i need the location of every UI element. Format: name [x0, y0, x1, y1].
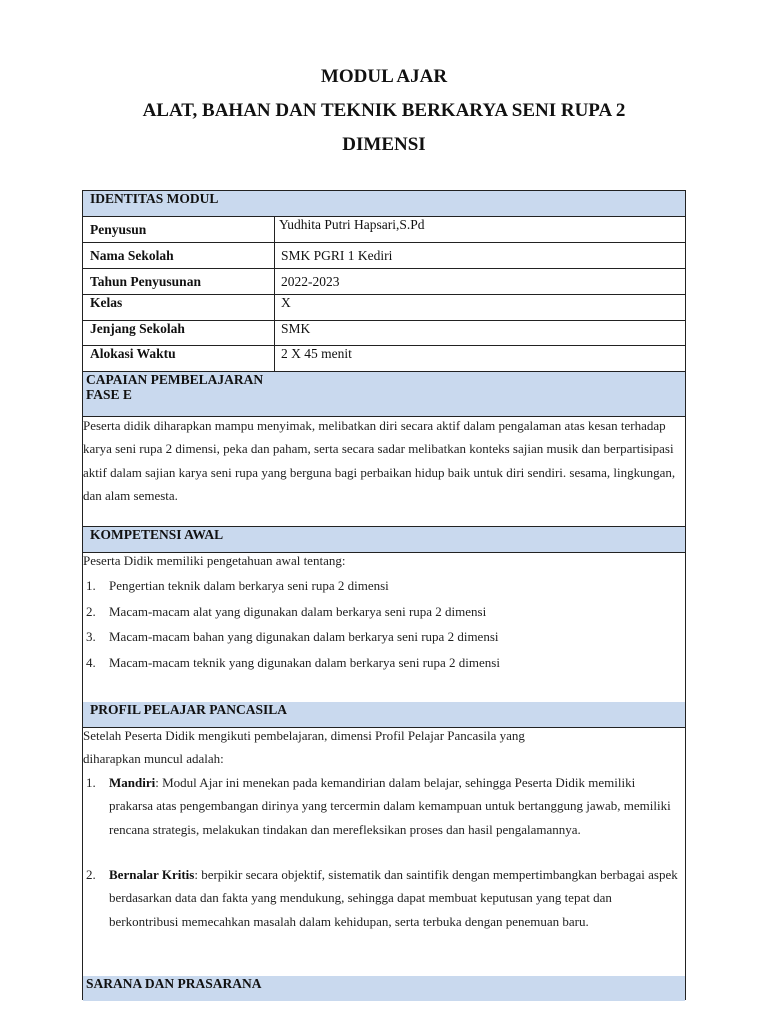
identitas-label: Penyusun	[90, 222, 147, 237]
list-number: 2.	[86, 604, 96, 619]
sarana-header-label: SARANA DAN PRASARANA	[86, 976, 262, 991]
identitas-label: Kelas	[90, 295, 123, 310]
identitas-row	[83, 321, 685, 346]
identitas-row	[83, 243, 685, 269]
profil-header-label: PROFIL PELAJAR PANCASILA	[90, 702, 288, 717]
capaian-header-label: CAPAIAN PEMBELAJARAN	[86, 372, 264, 387]
identitas-row	[83, 217, 685, 243]
identitas-label: Nama Sekolah	[90, 248, 174, 263]
column-divider	[274, 217, 275, 372]
list-text: Macam-macam alat yang digunakan dalam berkarya seni rupa 2 dimensi	[109, 604, 487, 619]
identitas-row	[83, 269, 685, 295]
capaian-section	[83, 417, 685, 527]
list-description: : Modul Ajar ini menekan pada kemandirian dalam belajar, sehingga Peserta Didik memiliki prakarsa atas pengembangan dirinya yang tercermin dalam kemampuan untuk bertanggung jawab, memiliki rencana strategis, melakukan tindakan dan merefleksikan proses dan hasil pengalamannya.	[109, 775, 671, 837]
list-number: 1.	[86, 578, 96, 593]
list-number: 2.	[86, 867, 96, 882]
module-table	[82, 190, 686, 1000]
identitas-label: Alokasi Waktu	[90, 346, 176, 361]
identitas-value: X	[281, 295, 291, 310]
list-text: Macam-macam teknik yang digunakan dalam berkarya seni rupa 2 dimensi	[109, 655, 500, 670]
profil-intro: diharapkan muncul adalah:	[83, 751, 224, 766]
identitas-value: 2022-2023	[281, 274, 340, 289]
capaian-text: Peserta didik diharapkan mampu menyimak, melibatkan diri secara aktif dalam pengalaman atas kesan terhadap karya seni rupa 2 dimensi, peka dan paham, serta secara sadar melibatkan konteks sajian musik dan berpartisipasi aktif dalam sajian karya seni rupa yang berguna bagi perbaikan hidup baik untuk diri sendiri. sesama, lingkungan, dan alam semesta.	[83, 418, 676, 503]
list-term: Mandiri	[109, 775, 156, 790]
kompetensi-header-label: KOMPETENSI AWAL	[90, 527, 224, 542]
kompetensi-section	[83, 553, 685, 703]
list-number: 1.	[86, 775, 96, 790]
profil-section	[83, 728, 685, 977]
profil-intro: Setelah Peserta Didik mengikuti pembelajaran, dimensi Profil Pelajar Pancasila yang	[83, 728, 525, 743]
list-number: 3.	[86, 629, 96, 644]
list-number: 4.	[86, 655, 96, 670]
identitas-header	[83, 191, 685, 217]
identitas-row	[83, 346, 685, 372]
identitas-label: Jenjang Sekolah	[90, 321, 185, 336]
list-term: Bernalar Kritis	[109, 867, 195, 882]
kompetensi-intro: Peserta Didik memiliki pengetahuan awal tentang:	[83, 553, 346, 568]
identitas-value: Yudhita Putri Hapsari,S.Pd	[279, 217, 425, 232]
sarana-header	[83, 976, 685, 1001]
identitas-value: 2 X 45 menit	[281, 346, 352, 361]
identitas-label: Tahun Penyusunan	[90, 274, 201, 289]
identitas-header-label: IDENTITAS MODUL	[90, 191, 219, 206]
list-text: Pengertian teknik dalam berkarya seni rupa 2 dimensi	[109, 578, 389, 593]
capaian-header	[83, 372, 685, 417]
identitas-value: SMK	[281, 321, 311, 336]
list-description: : berpikir secara objektif, sistematik dan saintifik dengan mempertimbangkan berbagai aspek berdasarkan data dan fakta yang mendukung, sehingga dapat membuat keputusan yang tepat dan berkontribusi memecahkan masalah dalam kehidupan, serta terbuka dengan penemuan baru.	[109, 867, 678, 929]
identitas-row	[83, 295, 685, 321]
capaian-header-phase: FASE E	[86, 387, 132, 402]
document-subtitle-line1: ALAT, BAHAN DAN TEKNIK BERKARYA SENI RUPA 2	[142, 100, 626, 121]
identitas-value: SMK PGRI 1 Kediri	[281, 248, 393, 263]
document-subtitle-line2: DIMENSI	[342, 134, 426, 155]
document-title: MODUL AJAR	[320, 66, 448, 87]
list-text: Macam-macam bahan yang digunakan dalam berkarya seni rupa 2 dimensi	[109, 629, 499, 644]
